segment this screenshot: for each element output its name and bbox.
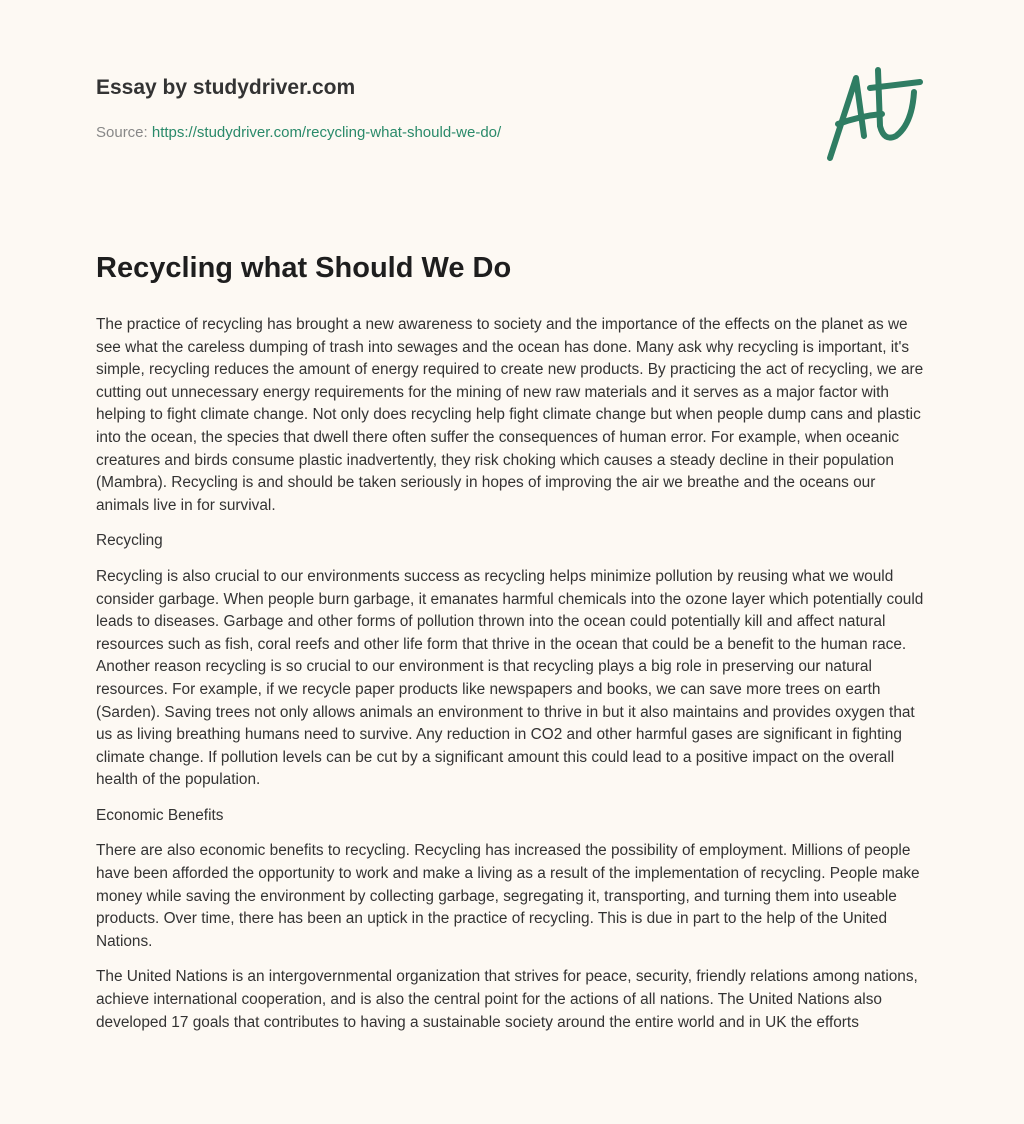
a-plus-logo-icon	[820, 66, 930, 166]
paragraph: The United Nations is an intergovernmental organization that strives for peace, security, friendly relations among nations, achieve international cooperation, and is also the central point for the actions of all nations. The United Nations also developed 17 goals that contributes to having a sustainable society around the entire world and in UK the efforts	[96, 968, 918, 1031]
section-heading: Economic Benefits	[96, 806, 224, 824]
site-title: Essay by studydriver.com	[96, 76, 356, 99]
essay-title: Recycling what Should We Do	[96, 252, 512, 284]
paragraph: Recycling is also crucial to our environments success as recycling helps minimize pollution by reusing what we would consider garbage. When people burn garbage, it emanates harmful chemicals into the ozone layer which potentially could leads to diseases. Garbage and other forms of pollution thrown into the ocean could potentially kill and affect natural resources such as fish, coral reefs and other life form that thrive in the ocean that could be a benefit to the human race. Another reason recycling is so crucial to our environment is that recycling plays a big role in preserving our natural resources. For example, if we recycle paper products like newspapers and books, we can save more trees on earth (Sarden). Saving trees not only allows animals an environment to thrive in but it also maintains and provides oxygen that us as living breathing humans need to survive. Any reduction in CO2 and other harmful gases are significant in fighting climate change. If pollution levels can be cut by a significant amount this could lead to a positive impact on the overall health of the population.	[96, 567, 924, 789]
paragraph: There are also economic benefits to recycling. Recycling has increased the possibility of employment. Millions of people have been afforded the opportunity to work and make a living as a result of the implementation of recycling. People make money while saving the environment by collecting garbage, segregating it, transporting, and turning them into useable products. Over time, there has been an uptick in the practice of recycling. This is due in part to the help of the United Nations.	[96, 842, 920, 950]
source-link[interactable]: https://studydriver.com/recycling-what-should-we-do/	[151, 124, 502, 141]
source-line	[96, 124, 501, 141]
source-label: Source:	[96, 124, 148, 141]
paragraph: The practice of recycling has brought a new awareness to society and the importance of the effects on the planet as we see what the careless dumping of trash into sewages and the ocean has done. Many ask why recycling is important, it's simple, recycling reduces the amount of energy required to create new products. By practicing the act of recycling, we are cutting out unnecessary energy requirements for the mining of new raw materials and it serves as a major factor with helping to fight climate change. Not only does recycling help fight climate change but when people dump cans and plastic into the ocean, the species that dwell there often suffer the consequences of human error. For example, when oceanic creatures and birds consume plastic inadvertently, they risk choking which causes a steady decline in their population (Mambra). Recycling is and should be taken seriously in hopes of improving the air we breathe and the oceans our animals live in for survival.	[96, 316, 924, 514]
section-heading: Recycling	[96, 532, 163, 550]
essay-body	[96, 314, 932, 1047]
